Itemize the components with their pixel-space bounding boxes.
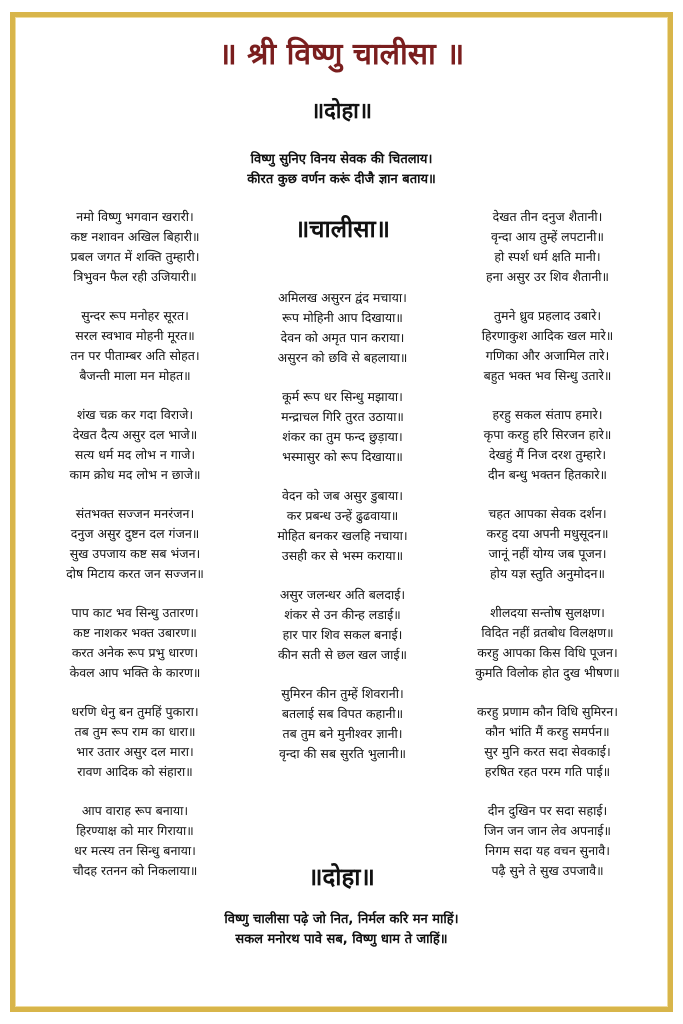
chaupai-line: काम क्रोध मद लोभ न छाजे॥ bbox=[69, 467, 201, 482]
chaupai-line: हरषित रहत परम गति पाई॥ bbox=[484, 764, 611, 779]
chaupai-line: केवल आप भक्ति के कारण॥ bbox=[69, 665, 201, 680]
chaupai-line: मन्द्राचल गिरि तुरत उठाया॥ bbox=[281, 409, 404, 424]
chaupai-line: बतलाई सब विपत कहानी॥ bbox=[281, 706, 404, 721]
chaupai-line: तब तुम रूप राम का धारा॥ bbox=[74, 724, 196, 739]
chaupai-line: तन पर पीताम्बर अति सोहत। bbox=[70, 348, 200, 363]
chaupai-line: त्रिभुवन फैल रही उजियारी॥ bbox=[73, 269, 197, 284]
doha-line: विष्णु सुनिए विनय सेवक की चितलाय। bbox=[250, 152, 433, 167]
chaupai-line: कृपा करहु हरि सिरजन हारे॥ bbox=[483, 427, 612, 442]
chaupai-line: गणिका और अजामिल तारे। bbox=[485, 348, 610, 363]
chaupai-line: रावण आदिक को संहारा॥ bbox=[77, 764, 193, 779]
chaupai-line: नमो विष्णु भगवान खरारी। bbox=[76, 209, 194, 224]
chaupai-line: शंकर से उन कीन्ह लडाई॥ bbox=[284, 607, 401, 622]
doha-line: सकल मनोरथ पावे सब, विष्णु धाम ते जाहिं॥ bbox=[235, 932, 448, 947]
chaupai-line: चौदह रतनन को निकलाया॥ bbox=[72, 863, 198, 878]
chaupai-line: असुर जलन्धर अति बलदाई। bbox=[279, 587, 406, 602]
chaupai-line: कष्ट नाशकर भक्त उबारण॥ bbox=[73, 625, 197, 640]
chaupai-line: वृन्दा की सब सुरति भुलानी॥ bbox=[278, 746, 407, 761]
chaupai-line: देखत तीन दनुज शैतानी। bbox=[492, 209, 603, 224]
left-column bbox=[40, 207, 230, 900]
chaupai-line: भस्मासुर को रूप दिखाया॥ bbox=[282, 449, 403, 464]
chaupai-line: सत्य धर्म मद लोभ न गाजे। bbox=[74, 447, 196, 462]
chaupai-line: शंख चक्र कर गदा विराजे। bbox=[76, 407, 194, 422]
chaupai-stanza bbox=[455, 405, 640, 485]
chaupai-line: अमिलख असुरन द्वंद मचाया। bbox=[278, 290, 407, 305]
chaupai-line: हरहु सकल संताप हमारे। bbox=[492, 407, 603, 422]
chaupai-stanza bbox=[40, 207, 230, 287]
chaupai-line: रूप मोहिनी आप दिखाया॥ bbox=[282, 310, 403, 325]
chaupai-line: कीन सती से छल खल जाई॥ bbox=[278, 647, 407, 662]
chaupai-line: वृन्दा आय तुम्हें लपटानी॥ bbox=[491, 229, 604, 244]
chaupai-line: कुमति विलोक होत दुख भीषण॥ bbox=[475, 665, 620, 680]
chaupai-line: दीन दुखिन पर सदा सहाई। bbox=[487, 803, 608, 818]
chaupai-line: भार उतार असुर दल मारा। bbox=[76, 744, 194, 759]
doha-line: कीरत कुछ वर्णन करूं दीजै ज्ञान बताय॥ bbox=[247, 172, 436, 187]
middle-column bbox=[245, 288, 440, 783]
chaupai-line: करहु आपका किस विधि पूजन। bbox=[477, 645, 618, 660]
chaupai-line: उसही कर से भस्म कराया॥ bbox=[281, 548, 404, 563]
chaupai-line: असुरन को छवि से बहलाया॥ bbox=[277, 350, 408, 365]
chaupai-line: सुख उपजाय कष्ट सब भंजन। bbox=[69, 546, 201, 561]
chaupai-line: जिन जन जान लेव अपनाई॥ bbox=[484, 823, 611, 838]
chaupai-stanza bbox=[455, 306, 640, 386]
chaupai-line: धर मत्स्य तन सिन्धु बनाया। bbox=[74, 843, 196, 858]
chaupai-line: विदित नहीं व्रतबोध विलक्षण॥ bbox=[481, 625, 614, 640]
chaupai-line: हो स्पर्श धर्म क्षति मानी। bbox=[494, 249, 601, 264]
chaupai-line: आप वाराह रूप बनाया। bbox=[81, 803, 189, 818]
chaupai-line: जानूं नहीं योग्य जब पूजन। bbox=[488, 546, 607, 561]
chaupai-stanza bbox=[40, 306, 230, 386]
chaupai-line: दोष मिटाय करत जन सज्जन॥ bbox=[66, 566, 204, 581]
chaupai-line: बहुत भक्त भव सिन्धु उतारे॥ bbox=[483, 368, 612, 383]
chaupai-line: वेदन को जब असुर डुबाया। bbox=[281, 488, 404, 503]
chaupai-line: करहु दया अपनी मधुसूदन॥ bbox=[486, 526, 609, 541]
chaupai-line: सुर मुनि करत सदा सेवकाई। bbox=[484, 744, 611, 759]
doha-top-verse bbox=[0, 150, 683, 190]
chaupai-line: हिरणाकुश आदिक खल मारे॥ bbox=[481, 328, 614, 343]
chaupai-line: सुमिरन कीन तुम्हें शिवरानी। bbox=[281, 686, 404, 701]
chaupai-stanza bbox=[40, 405, 230, 485]
chaupai-stanza bbox=[245, 585, 440, 665]
chaupai-line: देखत दैत्य असुर दल भाजे॥ bbox=[72, 427, 198, 442]
chaupai-line: शीलदया सन्तोष सुलक्षण। bbox=[490, 605, 605, 620]
doha-line: विष्णु चालीसा पढ़े जो नित, निर्मल करि मन माहिं। bbox=[224, 912, 459, 927]
doha-top-heading: ॥दोहा॥ bbox=[310, 99, 373, 124]
chaupai-line: पाप काट भव सिन्धु उतारण। bbox=[71, 605, 199, 620]
chaupai-line: निगम सदा यह वचन सुनावै। bbox=[485, 843, 610, 858]
chaupai-line: तब तुम बने मुनीश्वर ज्ञानी। bbox=[282, 726, 403, 741]
chaupai-line: पढ़ै सुने ते सुख उपजावै॥ bbox=[491, 863, 604, 878]
chaupai-line: कर प्रबन्ध उन्हें ढुढवाया॥ bbox=[286, 508, 399, 523]
chaupai-line: सरल स्वभाव मोहनी मूरत॥ bbox=[75, 328, 195, 343]
chaupai-line: चहत आपका सेवक दर्शन। bbox=[488, 506, 607, 521]
chaupai-line: बैजन्ती माला मन मोहत॥ bbox=[79, 368, 191, 383]
chaupai-stanza bbox=[40, 504, 230, 584]
chaupai-line: देखहुं मैं निज दरश तुम्हारे। bbox=[488, 447, 607, 462]
chaupai-stanza bbox=[245, 387, 440, 467]
chalisa-heading: ॥चालीसा॥ bbox=[294, 215, 391, 243]
page-title: ॥ श्री विष्णु चालीसा ॥ bbox=[218, 37, 465, 72]
doha-bottom-verse bbox=[0, 910, 683, 950]
chaupai-line: तुमने ध्रुव प्रहलाद उबारे। bbox=[493, 308, 602, 323]
chaupai-line: कूर्म रूप धर सिन्धु मझाया। bbox=[282, 389, 403, 404]
chaupai-line: सुन्दर रूप मनोहर सूरत। bbox=[81, 308, 189, 323]
chaupai-line: हना असुर उर शिव शैतानी॥ bbox=[486, 269, 609, 284]
chaupai-line: संतभक्त सज्जन मनरंजन। bbox=[75, 506, 195, 521]
right-column bbox=[455, 207, 640, 900]
chaupai-stanza bbox=[245, 288, 440, 368]
chaupai-line: कौन भांति मैं करहु समर्पन॥ bbox=[485, 724, 610, 739]
chaupai-line: शंकर का तुम फन्द छुड़ाया। bbox=[282, 429, 403, 444]
chaupai-stanza bbox=[40, 702, 230, 782]
chaupai-stanza bbox=[245, 486, 440, 566]
chaupai-stanza bbox=[455, 207, 640, 287]
chaupai-line: हिरण्याक्ष को मार गिराया॥ bbox=[76, 823, 194, 838]
chaupai-line: होय यज्ञ स्तुति अनुमोदन॥ bbox=[490, 566, 605, 581]
chaupai-line: दीन बन्धु भक्तन हितकारे॥ bbox=[487, 467, 607, 482]
chaupai-stanza bbox=[40, 603, 230, 683]
chaupai-stanza bbox=[245, 684, 440, 764]
chaupai-line: धरणि धेनु बन तुमहिं पुकारा। bbox=[71, 704, 199, 719]
chaupai-line: करहु प्रणाम कौन विधि सुमिरन। bbox=[477, 704, 618, 719]
chaupai-stanza bbox=[455, 702, 640, 782]
chaupai-line: देवन को अमृत पान कराया। bbox=[280, 330, 405, 345]
chaupai-line: कष्ट नशावन अखिल बिहारी॥ bbox=[70, 229, 200, 244]
chaupai-line: मोहित बनकर खलहि नचाया। bbox=[277, 528, 408, 543]
doha-bottom-heading: ॥दोहा॥ bbox=[308, 863, 375, 891]
chaupai-line: हार पार शिव सकल बनाई। bbox=[282, 627, 403, 642]
chaupai-line: करत अनेक रूप प्रभु धारण। bbox=[71, 645, 199, 660]
chaupai-stanza bbox=[455, 603, 640, 683]
chaupai-stanza bbox=[455, 504, 640, 584]
chaupai-line: प्रबल जगत में शक्ति तुम्हारी। bbox=[70, 249, 200, 264]
chaupai-line: दनुज असुर दुष्टन दल गंजन॥ bbox=[70, 526, 200, 541]
